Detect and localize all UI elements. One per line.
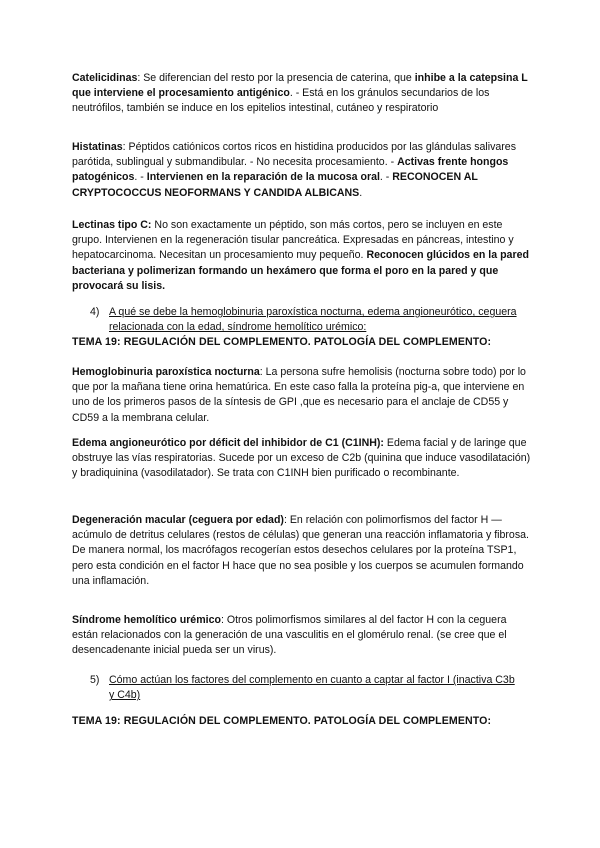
paragraph-degeneracion — [72, 513, 534, 589]
bold-text: Intervienen en la reparación de la mucosa oral — [146, 171, 380, 184]
text: No son exactamente un péptido, son más cortos, pero se incluyen en este grupo. Intervienen en la regeneración tisular pancreática. Expresadas en páncreas, intestino y hepatocarcinoma. Necesitan un procesamiento muy pequeño. — [72, 219, 514, 262]
paragraph-sindrome — [72, 613, 534, 659]
section-heading: TEMA 19: REGULACIÓN DEL COMPLEMENTO. PATOLOGÍA DEL COMPLEMENTO: — [72, 715, 492, 727]
text: Edema facial y de laringe que obstruye las vías respiratorias. Sucede por un exceso de C2b (quinina que induce vasodilatación) y bradiquinina (vasodilatador). Se trata con C1INH bien purificado o recombinante. — [72, 437, 531, 480]
question-text: Cómo actúan los factores del complemento en cuanto a captar al factor I (inactiva C3b y C4b) — [109, 674, 515, 702]
text: . - — [134, 171, 147, 184]
term-edema: Edema angioneurótico por déficit del inhibidor de C1 (C1INH): — [72, 437, 384, 449]
list-number: 5) — [90, 674, 100, 686]
paragraph-hemoglobinuria — [72, 365, 534, 426]
text: : Se diferencian del resto por la presencia de caterina, que — [137, 72, 415, 84]
bold-text: inhibe a la catepsina L que interviene el procesamiento antigénico — [72, 72, 528, 100]
bold-text: Reconocen glúcidos en la pared bacteriana y polimerizan formando un hexámero que forma el poro en la pared y que provocará su lisis. — [72, 249, 529, 292]
text: : En relación con polimorfismos del factor H — acúmulo de detritus celulares (restos de células) que generan una reacción inflamatoria y fibrosa. — [72, 514, 529, 542]
question-text: A qué se debe la hemoglobinuria paroxística nocturna, edema angioneurótico, ceguera relacionada con la edad, síndrome hemolítico urémico: — [109, 306, 517, 334]
text: : La persona sufre hemolisis (nocturna sobre todo) por lo que por la mañana tiene orina hematúrica. En este caso falla la proteína pig-a, que interviene en uno de los primeros pasos de la síntesis de GPI ,que es necesario para el anclaje de CD55 y CD59 a la membrana celular. — [72, 366, 526, 424]
text: De manera normal, los macrófagos recogerían estos desechos celulares por la proteína TSP1, pero esta condición en el factor H hace que no sea posible y los cuerpos se acumulen formando una inflamación. — [72, 544, 524, 587]
bold-text: RECONOCEN AL CRYPTOCOCCUS NEOFORMANS Y CANDIDA ALBICANS — [72, 171, 478, 199]
bold-text: Activas frente hongos patogénicos — [72, 156, 509, 184]
term-catelicidinas: Catelicidinas — [72, 72, 138, 84]
section-heading: TEMA 19: REGULACIÓN DEL COMPLEMENTO. PATOLOGÍA DEL COMPLEMENTO: — [72, 336, 492, 348]
paragraph-lectinas — [72, 218, 534, 294]
text: . - — [379, 171, 393, 184]
text: : Otros polimorfismos similares al del factor H con la ceguera están relacionados con la generación de una vasculitis en el glomérulo renal. (se cree que el desencadenante inicial pueda ser un virus). — [72, 614, 507, 657]
list-number: 4) — [90, 306, 100, 318]
text: : Péptidos catiónicos cortos ricos en histidina producidos por las glándulas salivares parótida, sublingual y submandibular. - No necesita procesamiento. - — [72, 141, 516, 169]
term-lectinas: Lectinas tipo C: — [72, 219, 152, 231]
term-degeneracion: Degeneración macular (ceguera por edad) — [72, 514, 284, 526]
text: . - Está en los gránulos secundarios de los neutrófilos, también se induce en los epitelios intestinal, cutáneo y respiratorio — [72, 87, 490, 115]
term-histatinas: Histatinas — [72, 141, 123, 153]
paragraph-edema — [72, 436, 534, 482]
term-sindrome: Síndrome hemolítico urémico — [72, 614, 221, 626]
term-hemoglobinuria: Hemoglobinuria paroxística nocturna — [72, 366, 260, 378]
paragraph-catelicidinas — [72, 71, 534, 117]
text: . — [359, 186, 363, 199]
paragraph-histatinas — [72, 140, 534, 201]
